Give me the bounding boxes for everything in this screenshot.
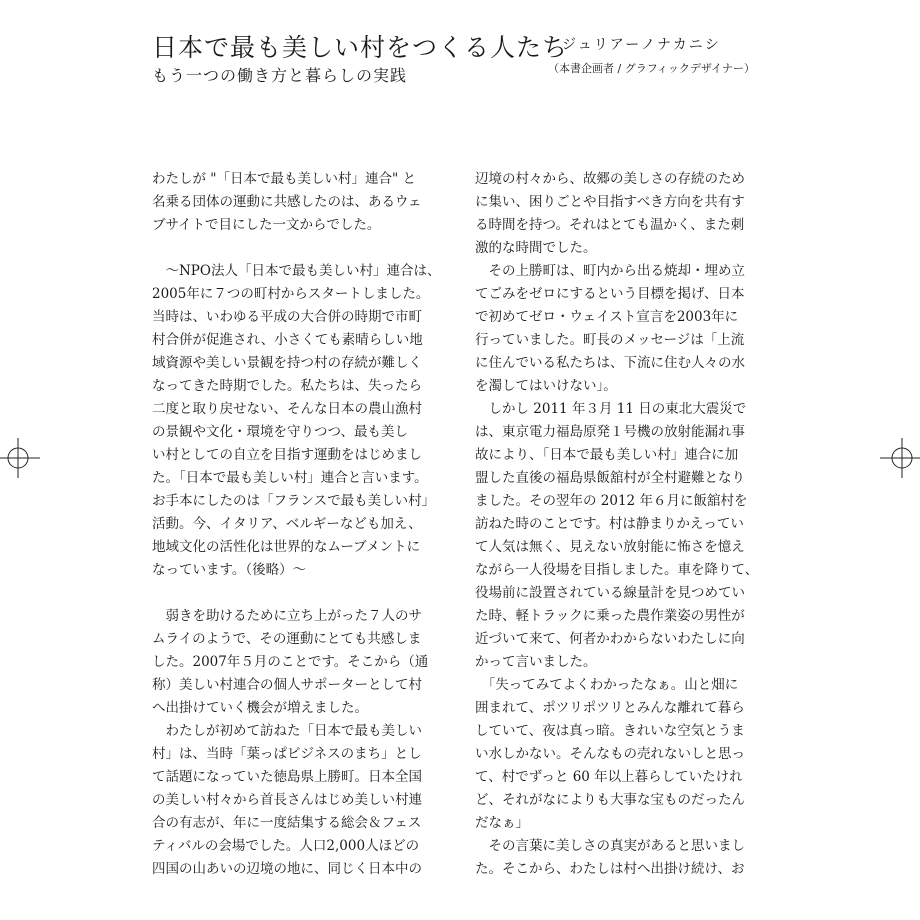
- text-line: へ出掛けていく機会が増えました。: [152, 700, 368, 716]
- text-line: ～NPO法人「日本で最も美しい村」連合は、: [152, 263, 441, 279]
- text-line: で初めてゼロ・ウェイスト宣言を2003年に: [475, 309, 739, 325]
- text-line: 村合併が促進され、小さくても素晴らしい地: [152, 332, 423, 348]
- text-line: の美しい村々から首長さんはじめ美しい村連: [152, 792, 422, 808]
- text-line: 合の有志が、年に一度結集する総会＆フェス: [152, 815, 422, 831]
- text-line: 称）美しい村連合の個人サポーターとして村: [152, 677, 422, 693]
- text-line: てごみをゼロにするという目標を掲げ、日本: [475, 286, 745, 302]
- paragraph: [475, 398, 759, 674]
- text-line: ました。その翌年の 2012 年６月に飯舘村を: [475, 493, 748, 509]
- text-line: 二度と取り戻せない、そんな日本の農山漁村: [152, 401, 422, 417]
- paragraph: [152, 605, 432, 720]
- text-line: の景観や文化・環境を守りつつ、最も美し: [152, 424, 408, 440]
- text-line: 弱きを助けるために立ち上がった７人のサ: [152, 608, 422, 624]
- article-subtitle: もう一つの働き方と暮らしの実践: [152, 66, 408, 85]
- text-line: ブサイトで目にした一文からでした。: [152, 217, 381, 233]
- crop-mark-left-icon: [0, 438, 40, 478]
- paragraph: [152, 168, 432, 237]
- paragraph: [475, 168, 755, 260]
- article-title: 日本で最も美しい村をつくる人たち: [152, 33, 569, 62]
- paragraph: [475, 835, 755, 881]
- text-line: 行っていました。町長のメッセージは「上流: [475, 332, 745, 348]
- text-line: 故により、「日本で最も美しい村」連合に加: [475, 447, 739, 463]
- text-line: かって言いました。: [475, 654, 597, 670]
- text-line: い水しかない。そんなもの売れないしと思っ: [475, 746, 745, 762]
- text-line: 辺境の村々から、故郷の美しさの存続のため: [475, 171, 745, 187]
- author-role: （本書企画者 / グラフィックデザイナー）: [548, 62, 756, 75]
- text-line: た時、軽トラックに乗った農作業姿の男性が: [475, 608, 745, 624]
- text-line: 名乗る団体の運動に共感したのは、あるウェ: [152, 194, 422, 210]
- text-line: ティバルの会場でした。人口2,000人ほどの: [152, 838, 420, 854]
- text-line: る時間を持つ。それはとても温かく、また刺: [475, 217, 745, 233]
- text-line: 域資源や美しい景観を持つ村の存続が難しく: [152, 355, 422, 371]
- text-line: 四国の山あいの辺境の地に、同じく日本中の: [152, 861, 422, 877]
- text-line: て話題になっていた徳島県上勝町。日本全国: [152, 769, 422, 785]
- text-line: 2005年に７つの町村からスタートしました。: [152, 286, 430, 302]
- text-line: 当時は、いわゆる平成の大合併の時期で市町: [152, 309, 422, 325]
- text-line: しかし 2011 年３月 11 日の東北大震災で: [475, 401, 747, 417]
- text-line: 活動。今、イタリア、ベルギーなども加え、: [152, 516, 422, 532]
- text-line: ながら一人役場を目指しました。車を降りて、: [475, 562, 759, 578]
- text-line: い村としての自立を目指す運動をはじめまし: [152, 447, 422, 463]
- author-name: ジュリアーノナカニシ: [562, 37, 721, 53]
- text-line: に住んでいる私たちは、下流に住む人々の水: [475, 355, 745, 371]
- paragraph: [152, 720, 432, 881]
- text-line: なっています。（後略）～: [152, 562, 307, 578]
- text-line: お手本にしたのは「フランスで最も美しい村」: [152, 493, 436, 509]
- text-line: 近づいて来て、何者かわからないわたしに向: [475, 631, 745, 647]
- text-line: は、東京電力福島原発１号機の放射能漏れ事: [475, 424, 745, 440]
- crop-mark-right-icon: [880, 438, 920, 478]
- text-line: した。2007年５月のことです。そこから（通: [152, 654, 429, 670]
- text-line: 囲まれて、ポツリポツリとみんな離れて暮ら: [475, 700, 745, 716]
- text-line: 激的な時間でした。: [475, 240, 597, 256]
- text-line: 「失ってみてよくわかったなぁ。山と畑に: [475, 677, 739, 693]
- text-line: ど、それがなによりも大事な宝ものだったん: [475, 792, 745, 808]
- text-line: た。「日本で最も美しい村」連合と言います。: [152, 470, 428, 486]
- text-line: 盟した直後の福島県飯舘村が全村避難となり: [475, 470, 745, 486]
- text-line: わたしが初めて訪ねた「日本で最も美しい: [152, 723, 422, 739]
- text-line: 役場前に設置されている線量計を見つめてい: [475, 585, 745, 601]
- text-line: わたしが "「日本で最も美しい村」連合" と: [152, 171, 417, 187]
- text-line: ムライのようで、その運動にとても共感しま: [152, 631, 422, 647]
- text-line: だなぁ」: [475, 815, 529, 831]
- text-line: 地域文化の活性化は世界的なムーブメントに: [152, 539, 421, 555]
- text-line: た。そこから、わたしは村へ出掛け続け、お: [475, 861, 745, 877]
- paragraph: [152, 260, 441, 582]
- text-line: その上勝町は、町内から出る焼却・埋め立: [475, 263, 745, 279]
- right-column: [475, 168, 759, 881]
- text-line: なってきた時期でした。私たちは、失ったら: [152, 378, 422, 394]
- text-line: 村」は、当時「葉っぱビジネスのまち」とし: [152, 746, 422, 762]
- text-line: て、村でずっと 60 年以上暮らしていたけれ: [475, 769, 743, 785]
- paragraph: [475, 674, 755, 835]
- text-line: していて、夜は真っ暗。きれいな空気とうま: [475, 723, 745, 739]
- text-line: 訪ねた時のことです。村は静まりかえってい: [475, 516, 744, 532]
- text-line: に集い、困りごとや目指すべき方向を共有す: [475, 194, 745, 210]
- paragraph: [475, 260, 755, 398]
- text-line: その言葉に美しさの真実があると思いまし: [475, 838, 745, 854]
- text-line: を濁してはいけない」。: [475, 378, 617, 394]
- left-column: [152, 168, 441, 881]
- text-line: て人気は無く、見えない放射能に怖さを憶え: [475, 539, 745, 555]
